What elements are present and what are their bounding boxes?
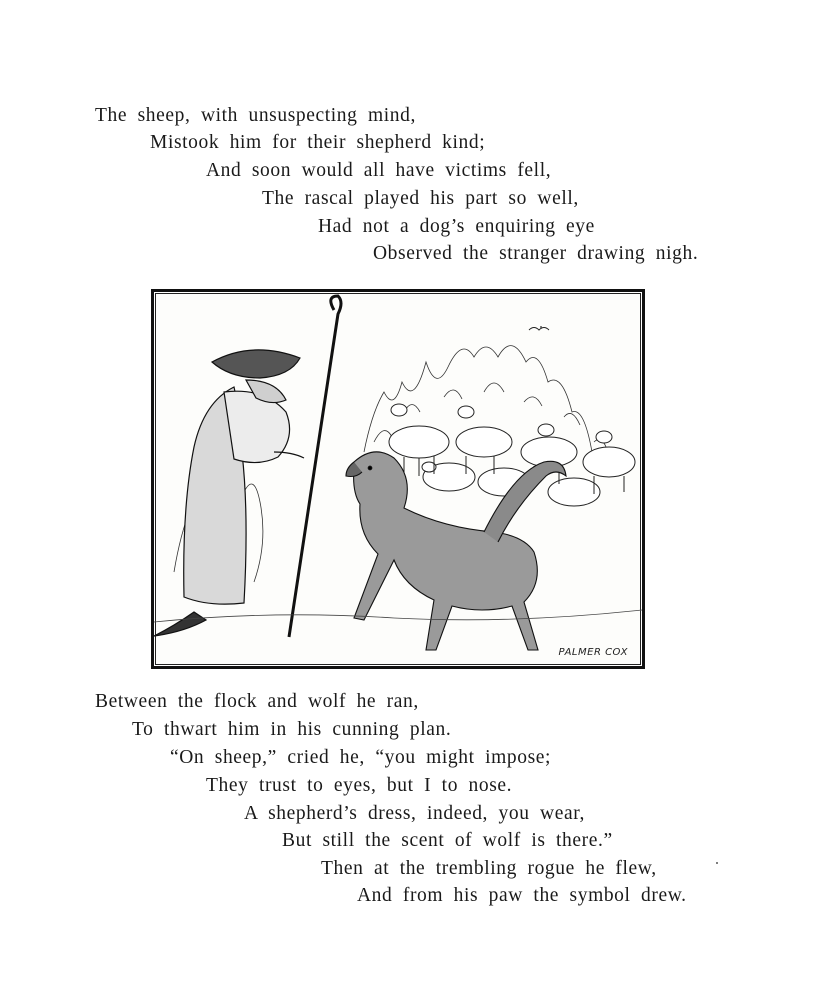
verse-line: Observed the stranger drawing nigh. bbox=[373, 243, 699, 264]
verse-line: The sheep, with unsuspecting mind, bbox=[95, 105, 416, 126]
verse-line: But still the scent of wolf is there.” bbox=[282, 830, 613, 851]
artist-signature: PALMER COX bbox=[558, 647, 628, 658]
wolf-in-cloak bbox=[154, 350, 304, 636]
ground-line bbox=[154, 610, 642, 622]
verse-line: And from his paw the symbol drew. bbox=[357, 885, 687, 906]
paper-speck bbox=[540, 326, 542, 328]
engraving-illustration bbox=[154, 292, 642, 666]
verse-line: Between the flock and wolf he ran, bbox=[95, 691, 419, 712]
verse-line: A shepherd’s dress, indeed, you wear, bbox=[244, 803, 586, 824]
verse-line: Mistook him for their shepherd kind; bbox=[150, 132, 486, 153]
verse-line: They trust to eyes, but I to nose. bbox=[206, 775, 513, 796]
verse-line: To thwart him in his cunning plan. bbox=[132, 719, 452, 740]
verse-line: The rascal played his part so well, bbox=[262, 188, 579, 209]
paper-speck bbox=[716, 862, 718, 864]
verse-line: Then at the trembling rogue he flew, bbox=[321, 858, 657, 879]
bird bbox=[529, 328, 549, 331]
verse-line: “On sheep,” cried he, “you might impose; bbox=[170, 747, 552, 768]
verse-line: And soon would all have victims fell, bbox=[206, 160, 552, 181]
shepherds-staff bbox=[289, 296, 341, 637]
illustration-wolf-dog-sheep bbox=[151, 289, 645, 669]
verse-line: Had not a dog’s enquiring eye bbox=[318, 216, 595, 237]
